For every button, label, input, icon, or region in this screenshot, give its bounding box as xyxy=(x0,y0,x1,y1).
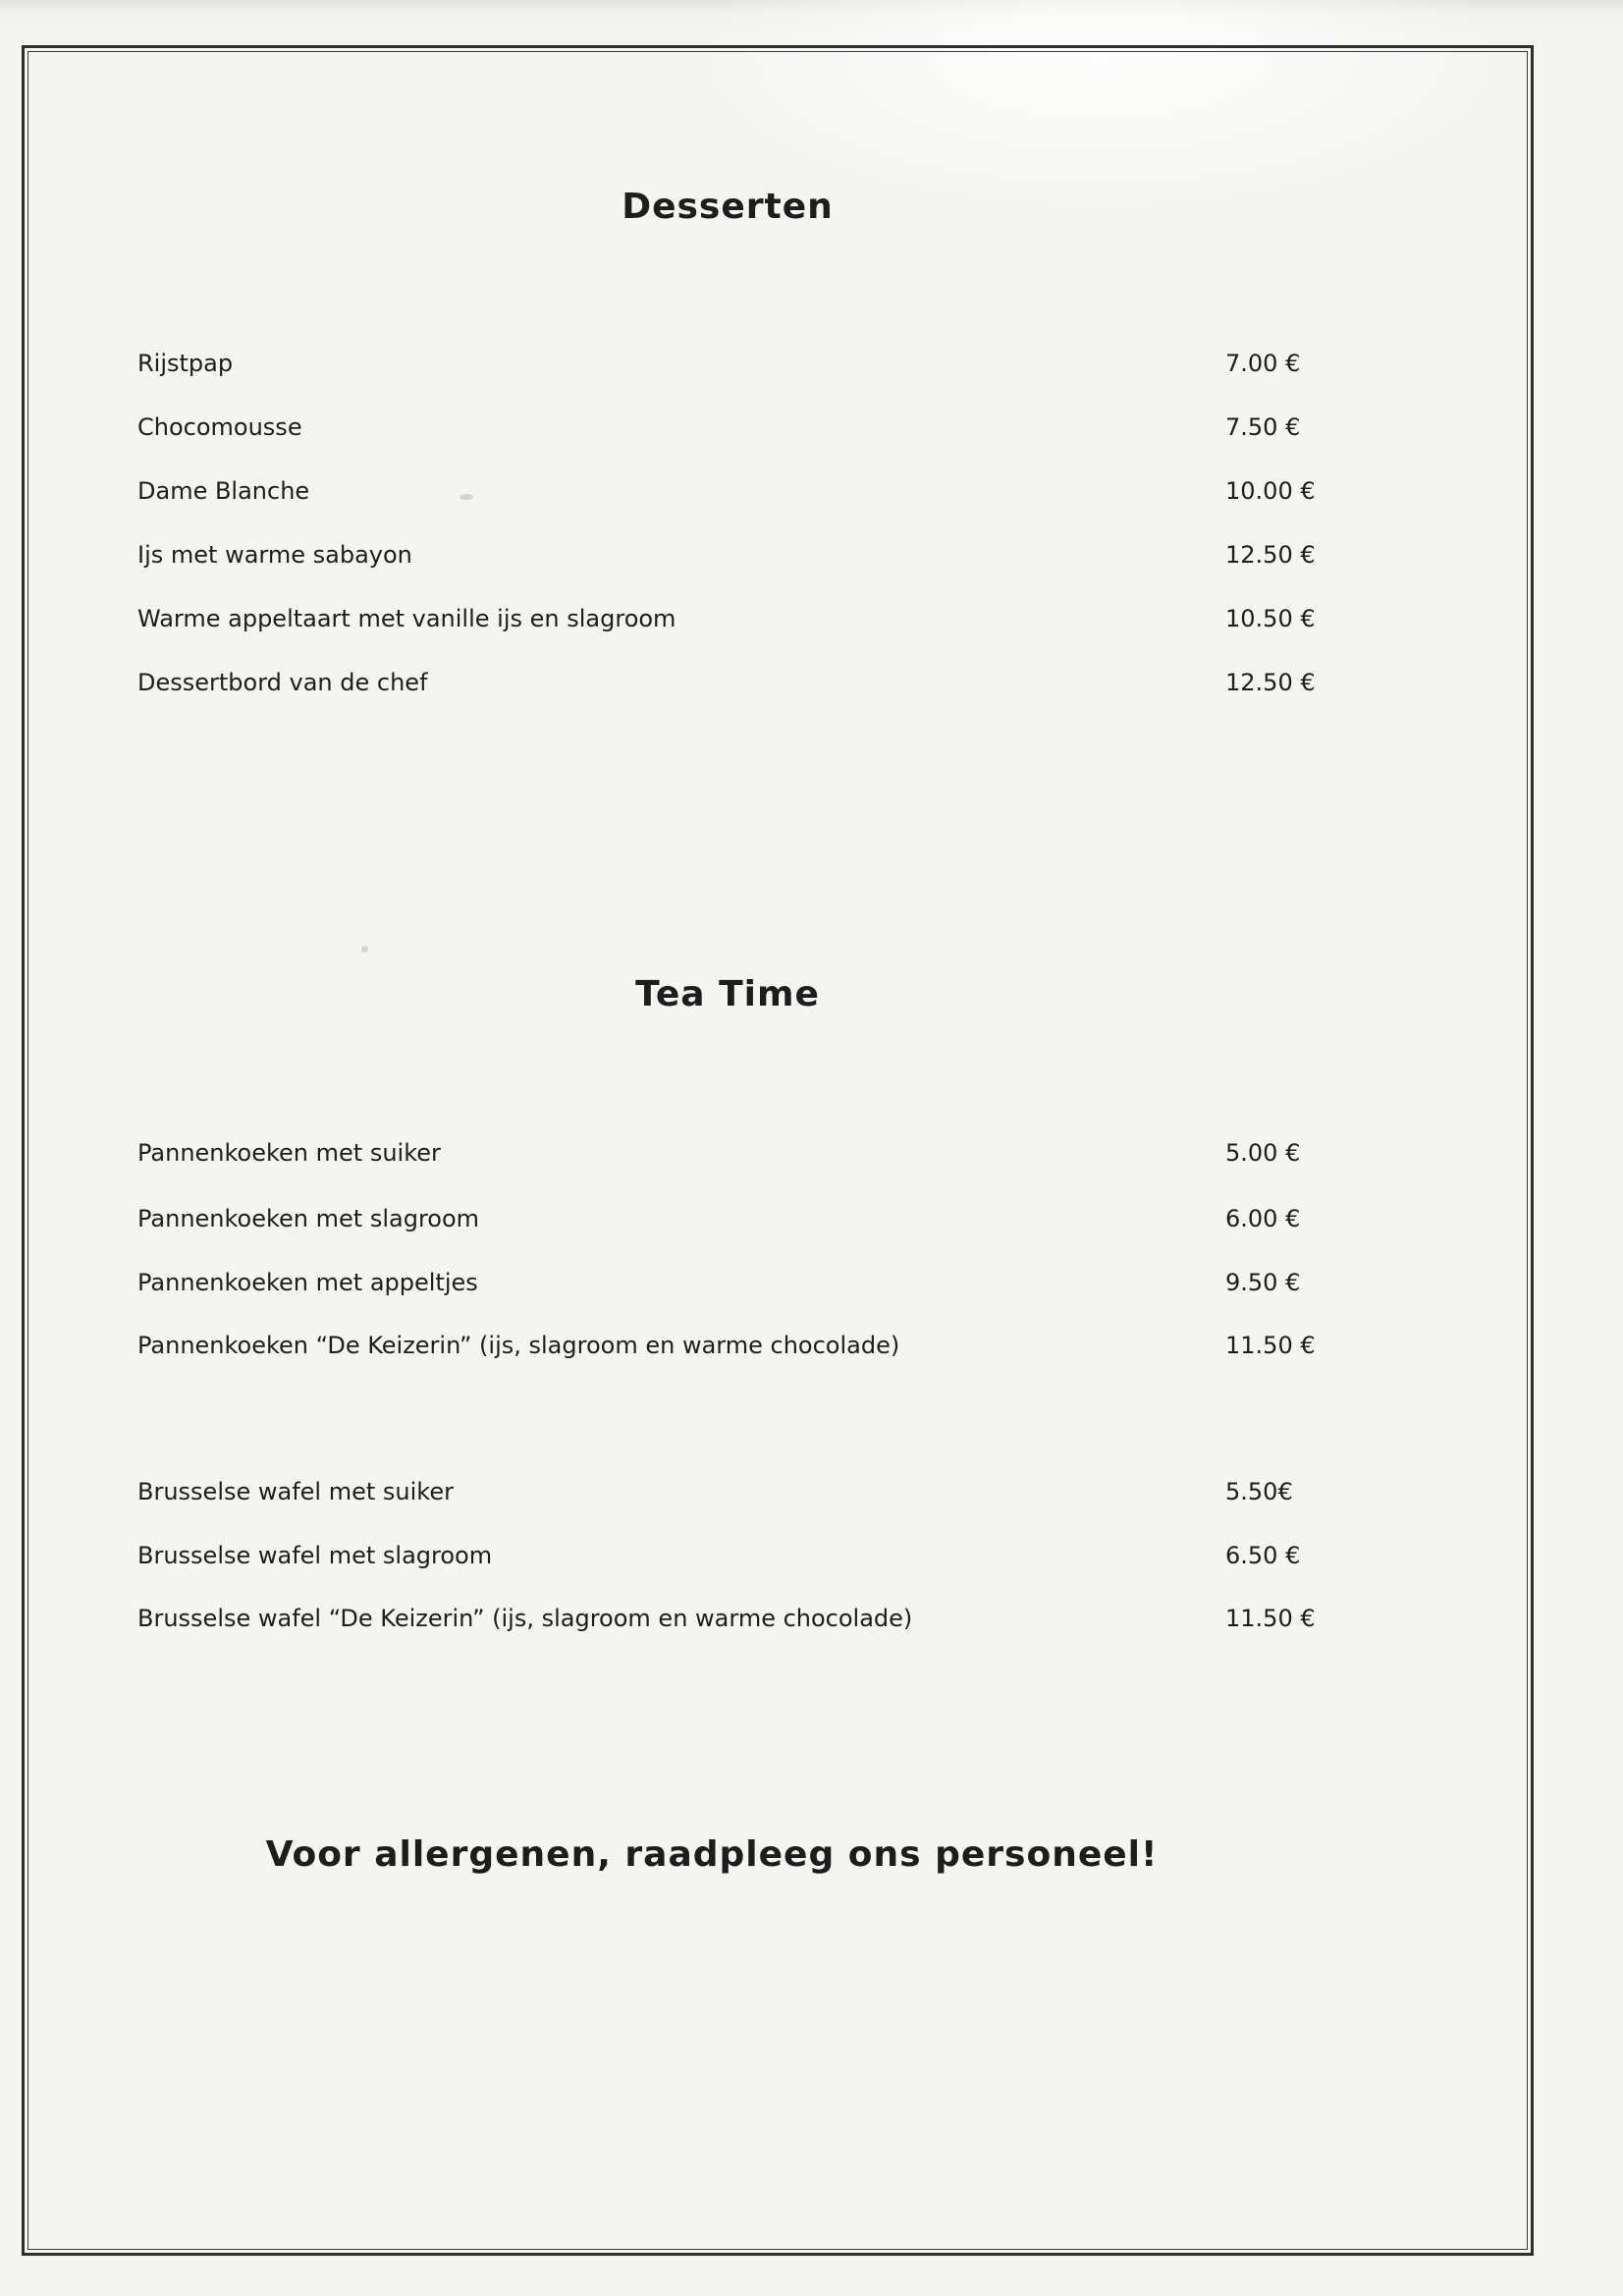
item-price: 6.50 € xyxy=(1225,1542,1301,1569)
menu-item-row xyxy=(137,1138,1483,1172)
menu-item-row xyxy=(137,412,1483,446)
menu-item-row xyxy=(137,604,1483,637)
menu-item-row xyxy=(137,1268,1483,1301)
item-name: Warme appeltaart met vanille ijs en slagroom xyxy=(137,605,676,632)
item-name: Brusselse wafel “De Keizerin” (ijs, slagroom en warme chocolade) xyxy=(137,1605,913,1632)
section-title-tea-time: Tea Time xyxy=(635,974,820,1014)
item-name: Ijs met warme sabayon xyxy=(137,541,412,569)
item-price: 11.50 € xyxy=(1225,1605,1316,1632)
item-name: Dessertbord van de chef xyxy=(137,669,428,696)
item-price: 12.50 € xyxy=(1225,669,1316,696)
menu-item-row xyxy=(137,1204,1483,1237)
menu-item-row xyxy=(137,1604,1483,1637)
item-name: Brusselse wafel met slagroom xyxy=(137,1542,493,1569)
allergen-note: Voor allergenen, raadpleeg ons personeel! xyxy=(265,1834,1159,1875)
menu-item-row xyxy=(137,476,1483,510)
item-price: 9.50 € xyxy=(1225,1269,1301,1296)
menu-item-row xyxy=(137,668,1483,701)
menu-item-row xyxy=(137,1477,1483,1510)
item-price: 12.50 € xyxy=(1225,541,1316,569)
item-name: Pannenkoeken “De Keizerin” (ijs, slagroom en warme chocolade) xyxy=(137,1332,900,1359)
section-title-desserten: Desserten xyxy=(622,187,834,227)
item-name: Brusselse wafel met suiker xyxy=(137,1478,454,1505)
menu-item-row xyxy=(137,349,1483,382)
item-price: 5.50€ xyxy=(1225,1478,1293,1505)
item-name: Rijstpap xyxy=(137,350,234,377)
item-price: 10.00 € xyxy=(1225,477,1316,505)
item-name: Dame Blanche xyxy=(137,477,310,505)
item-price: 7.00 € xyxy=(1225,350,1301,377)
item-price: 7.50 € xyxy=(1225,413,1301,441)
menu-item-row xyxy=(137,1541,1483,1574)
item-price: 11.50 € xyxy=(1225,1332,1316,1359)
item-name: Pannenkoeken met slagroom xyxy=(137,1205,480,1232)
item-price: 5.00 € xyxy=(1225,1139,1301,1167)
scan-speck xyxy=(361,946,368,953)
item-name: Chocomousse xyxy=(137,413,302,441)
menu-item-row xyxy=(137,1331,1483,1364)
item-price: 10.50 € xyxy=(1225,605,1316,632)
item-price: 6.00 € xyxy=(1225,1205,1301,1232)
item-name: Pannenkoeken met suiker xyxy=(137,1139,441,1167)
menu-item-row xyxy=(137,540,1483,574)
item-name: Pannenkoeken met appeltjes xyxy=(137,1269,478,1296)
